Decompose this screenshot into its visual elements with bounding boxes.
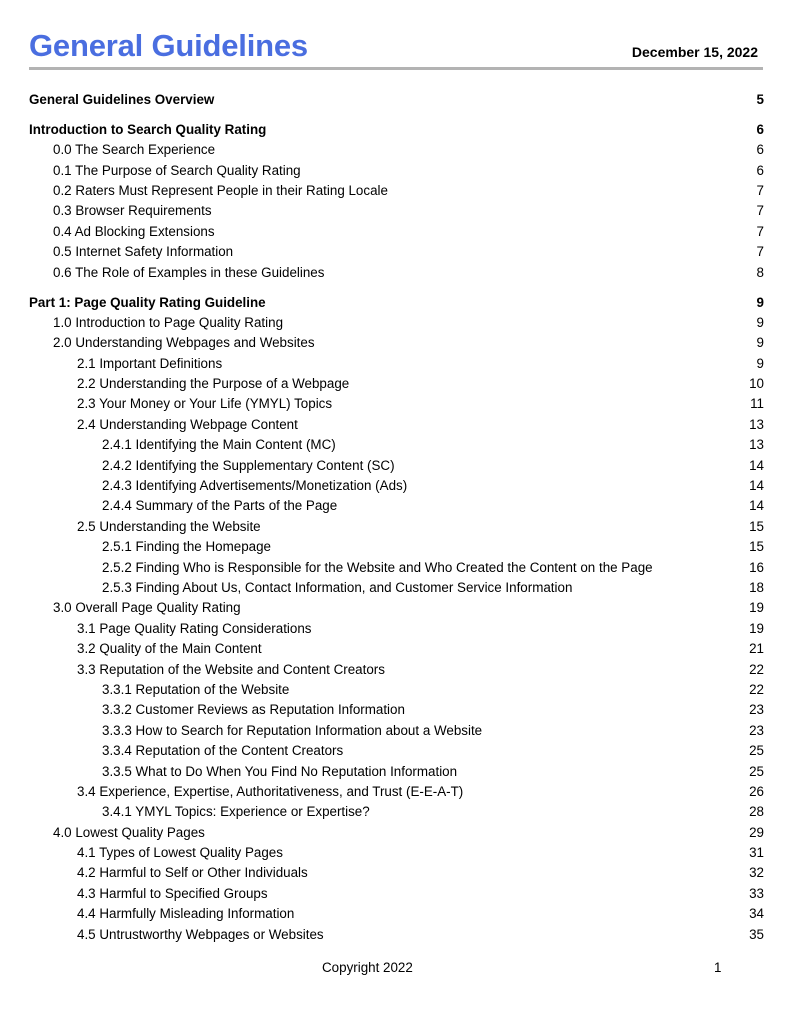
toc-entry[interactable] [29,537,764,557]
toc-entry-label: 2.0 Understanding Webpages and Websites [53,335,315,351]
toc-entry-label: 1.0 Introduction to Page Quality Rating [53,314,284,330]
toc-entry[interactable] [29,782,764,802]
toc-entry[interactable] [29,700,764,720]
toc-entry-label: 2.4 Understanding Webpage Content [77,416,298,432]
toc-entry[interactable] [29,140,764,160]
toc-entry-label: 4.5 Untrustworthy Webpages or Websites [77,926,324,942]
toc-section-gap [29,110,764,120]
toc-entry-page: 33 [749,885,764,901]
header-divider [29,67,763,70]
toc-entry-label: Introduction to Search Quality Rating [29,121,267,137]
toc-entry[interactable] [29,721,764,741]
toc-entry-label: 2.4.1 Identifying the Main Content (MC) [102,437,336,453]
toc-entry[interactable] [29,120,764,140]
toc-entry[interactable] [29,456,764,476]
toc-entry[interactable] [29,680,764,700]
toc-entry-page: 19 [749,620,764,636]
toc-entry-label: 3.3.5 What to Do When You Find No Reputation Information [102,763,458,779]
toc-entry[interactable] [29,517,764,537]
toc-entry-page: 34 [749,906,764,922]
toc-entry-page: 9 [756,294,764,310]
toc-entry-page: 32 [749,865,764,881]
toc-entry-page: 7 [756,244,764,260]
toc-entry[interactable] [29,242,764,262]
toc-entry-label: 0.4 Ad Blocking Extensions [53,223,215,239]
toc-entry[interactable] [29,925,764,945]
document-title: General Guidelines [29,28,308,63]
page-number: 1 [714,960,722,975]
toc-entry[interactable] [29,354,764,374]
toc-entry-label: General Guidelines Overview [29,92,215,107]
toc-entry-page: 13 [749,437,764,453]
toc-entry-page: 23 [749,702,764,718]
toc-entry-page: 10 [749,376,764,392]
toc-entry-label: 3.3.1 Reputation of the Website [102,681,290,697]
toc-entry-label: 2.4.2 Identifying the Supplementary Content (SC) [102,457,395,473]
toc-entry-page: 7 [756,203,764,219]
document-date: December 15, 2022 [631,44,758,60]
toc-entry-page: 8 [756,264,764,280]
toc-entry-label: 3.4.1 YMYL Topics: Experience or Expertise? [102,804,370,820]
toc-entry[interactable] [29,741,764,761]
toc-entry[interactable] [29,619,764,639]
toc-entry[interactable] [29,598,764,618]
toc-entry[interactable] [29,201,764,221]
toc-entry-page: 18 [749,579,764,595]
toc-entry-label: 3.3.4 Reputation of the Content Creators [102,743,344,759]
toc-entry-label: 2.5.1 Finding the Homepage [102,539,271,555]
document-header [29,26,763,72]
toc-entry-label: 0.0 The Search Experience [53,142,216,158]
toc-entry-label: 3.3 Reputation of the Website and Content Creators [77,661,385,677]
toc-entry[interactable] [29,843,764,863]
toc-entry-label: 3.1 Page Quality Rating Considerations [77,620,312,636]
toc-entry-page: 22 [749,681,764,697]
toc-entry-page: 6 [756,142,764,158]
toc-entry-label: 3.4 Experience, Expertise, Authoritativeness, and Trust (E-E-A-T) [77,783,464,799]
toc-entry[interactable] [29,660,764,680]
copyright-text: Copyright 2022 [322,960,413,975]
toc-entry-page: 25 [749,763,764,779]
toc-entry[interactable] [29,496,764,516]
toc-entry-page: 15 [749,539,764,555]
toc-entry-page: 16 [749,559,764,575]
toc-entry-label: 3.3.3 How to Search for Reputation Information about a Website [102,722,483,738]
toc-entry[interactable] [29,293,764,313]
toc-entry-page: 14 [749,498,764,514]
toc-entry[interactable] [29,333,764,353]
table-of-contents [29,90,764,945]
toc-entry-label: 4.2 Harmful to Self or Other Individuals [77,865,308,881]
toc-entry[interactable] [29,161,764,181]
toc-entry-page: 14 [749,478,764,494]
toc-entry[interactable] [29,904,764,924]
toc-entry-page: 29 [749,824,764,840]
toc-entry-page: 25 [749,743,764,759]
toc-entry-label: 2.2 Understanding the Purpose of a Webpage [77,376,350,392]
toc-entry[interactable] [29,823,764,843]
toc-entry-label: 2.4.4 Summary of the Parts of the Page [102,498,338,514]
toc-entry-page: 7 [756,223,764,239]
toc-entry-page: 35 [749,926,764,942]
toc-entry-label: 2.5 Understanding the Website [77,518,261,534]
toc-entry[interactable] [29,181,764,201]
toc-entry[interactable] [29,435,764,455]
toc-entry[interactable] [29,639,764,659]
toc-entry[interactable] [29,558,764,578]
page-footer [0,960,790,980]
toc-entry-label: 0.2 Raters Must Represent People in their Rating Locale [53,183,388,199]
toc-entry-label: 2.3 Your Money or Your Life (YMYL) Topics [77,396,333,412]
toc-entry-page: 11 [750,396,764,412]
toc-entry[interactable] [29,578,764,598]
toc-entry[interactable] [29,374,764,394]
toc-entry-page: 22 [749,661,764,677]
toc-entry[interactable] [29,263,764,283]
toc-entry-label: 0.1 The Purpose of Search Quality Rating [53,162,301,178]
toc-entry-page: 9 [756,335,764,351]
toc-entry[interactable] [29,884,764,904]
toc-entry-page: 26 [749,783,764,799]
toc-entry-page: 19 [749,600,764,616]
toc-entry-label: Part 1: Page Quality Rating Guideline [29,294,266,310]
toc-entry-page: 5 [756,92,764,107]
toc-section-gap [29,283,764,293]
toc-entry-label: 4.4 Harmfully Misleading Information [77,906,295,922]
toc-entry[interactable] [29,802,764,822]
toc-entry[interactable] [29,415,764,435]
toc-entry-label: 3.0 Overall Page Quality Rating [53,600,241,616]
toc-entry-label: 4.3 Harmful to Specified Groups [77,885,268,901]
toc-entry-label: 3.2 Quality of the Main Content [77,641,262,657]
toc-entry-page: 6 [756,121,764,137]
toc-entry[interactable] [29,863,764,883]
toc-entry-label: 0.3 Browser Requirements [53,203,212,219]
toc-entry-label: 2.4.3 Identifying Advertisements/Monetization (Ads) [102,478,408,494]
toc-entry-label: 3.3.2 Customer Reviews as Reputation Information [102,702,405,718]
toc-entry-label: 0.6 The Role of Examples in these Guidelines [53,264,325,280]
toc-entry-page: 23 [749,722,764,738]
toc-entry[interactable] [29,222,764,242]
toc-entry-label: 2.5.3 Finding About Us, Contact Information, and Customer Service Information [102,579,573,595]
toc-entry-page: 9 [756,314,764,330]
toc-entry[interactable] [29,90,764,110]
toc-entry-page: 21 [749,641,764,657]
toc-entry-page: 14 [749,457,764,473]
toc-entry[interactable] [29,476,764,496]
toc-entry-label: 4.0 Lowest Quality Pages [53,824,205,840]
toc-entry-page: 9 [756,355,764,371]
toc-entry-label: 2.5.2 Finding Who is Responsible for the Website and Who Created the Content on the Page [102,559,653,575]
toc-entry-label: 0.5 Internet Safety Information [53,244,234,260]
toc-entry-page: 15 [749,518,764,534]
toc-entry-page: 13 [749,416,764,432]
toc-entry[interactable] [29,762,764,782]
toc-entry[interactable] [29,394,764,414]
toc-entry-label: 4.1 Types of Lowest Quality Pages [77,845,283,861]
toc-entry[interactable] [29,313,764,333]
toc-entry-page: 7 [756,183,764,199]
toc-entry-page: 31 [749,845,764,861]
toc-entry-label: 2.1 Important Definitions [77,355,223,371]
toc-entry-page: 28 [749,804,764,820]
toc-entry-page: 6 [756,162,764,178]
